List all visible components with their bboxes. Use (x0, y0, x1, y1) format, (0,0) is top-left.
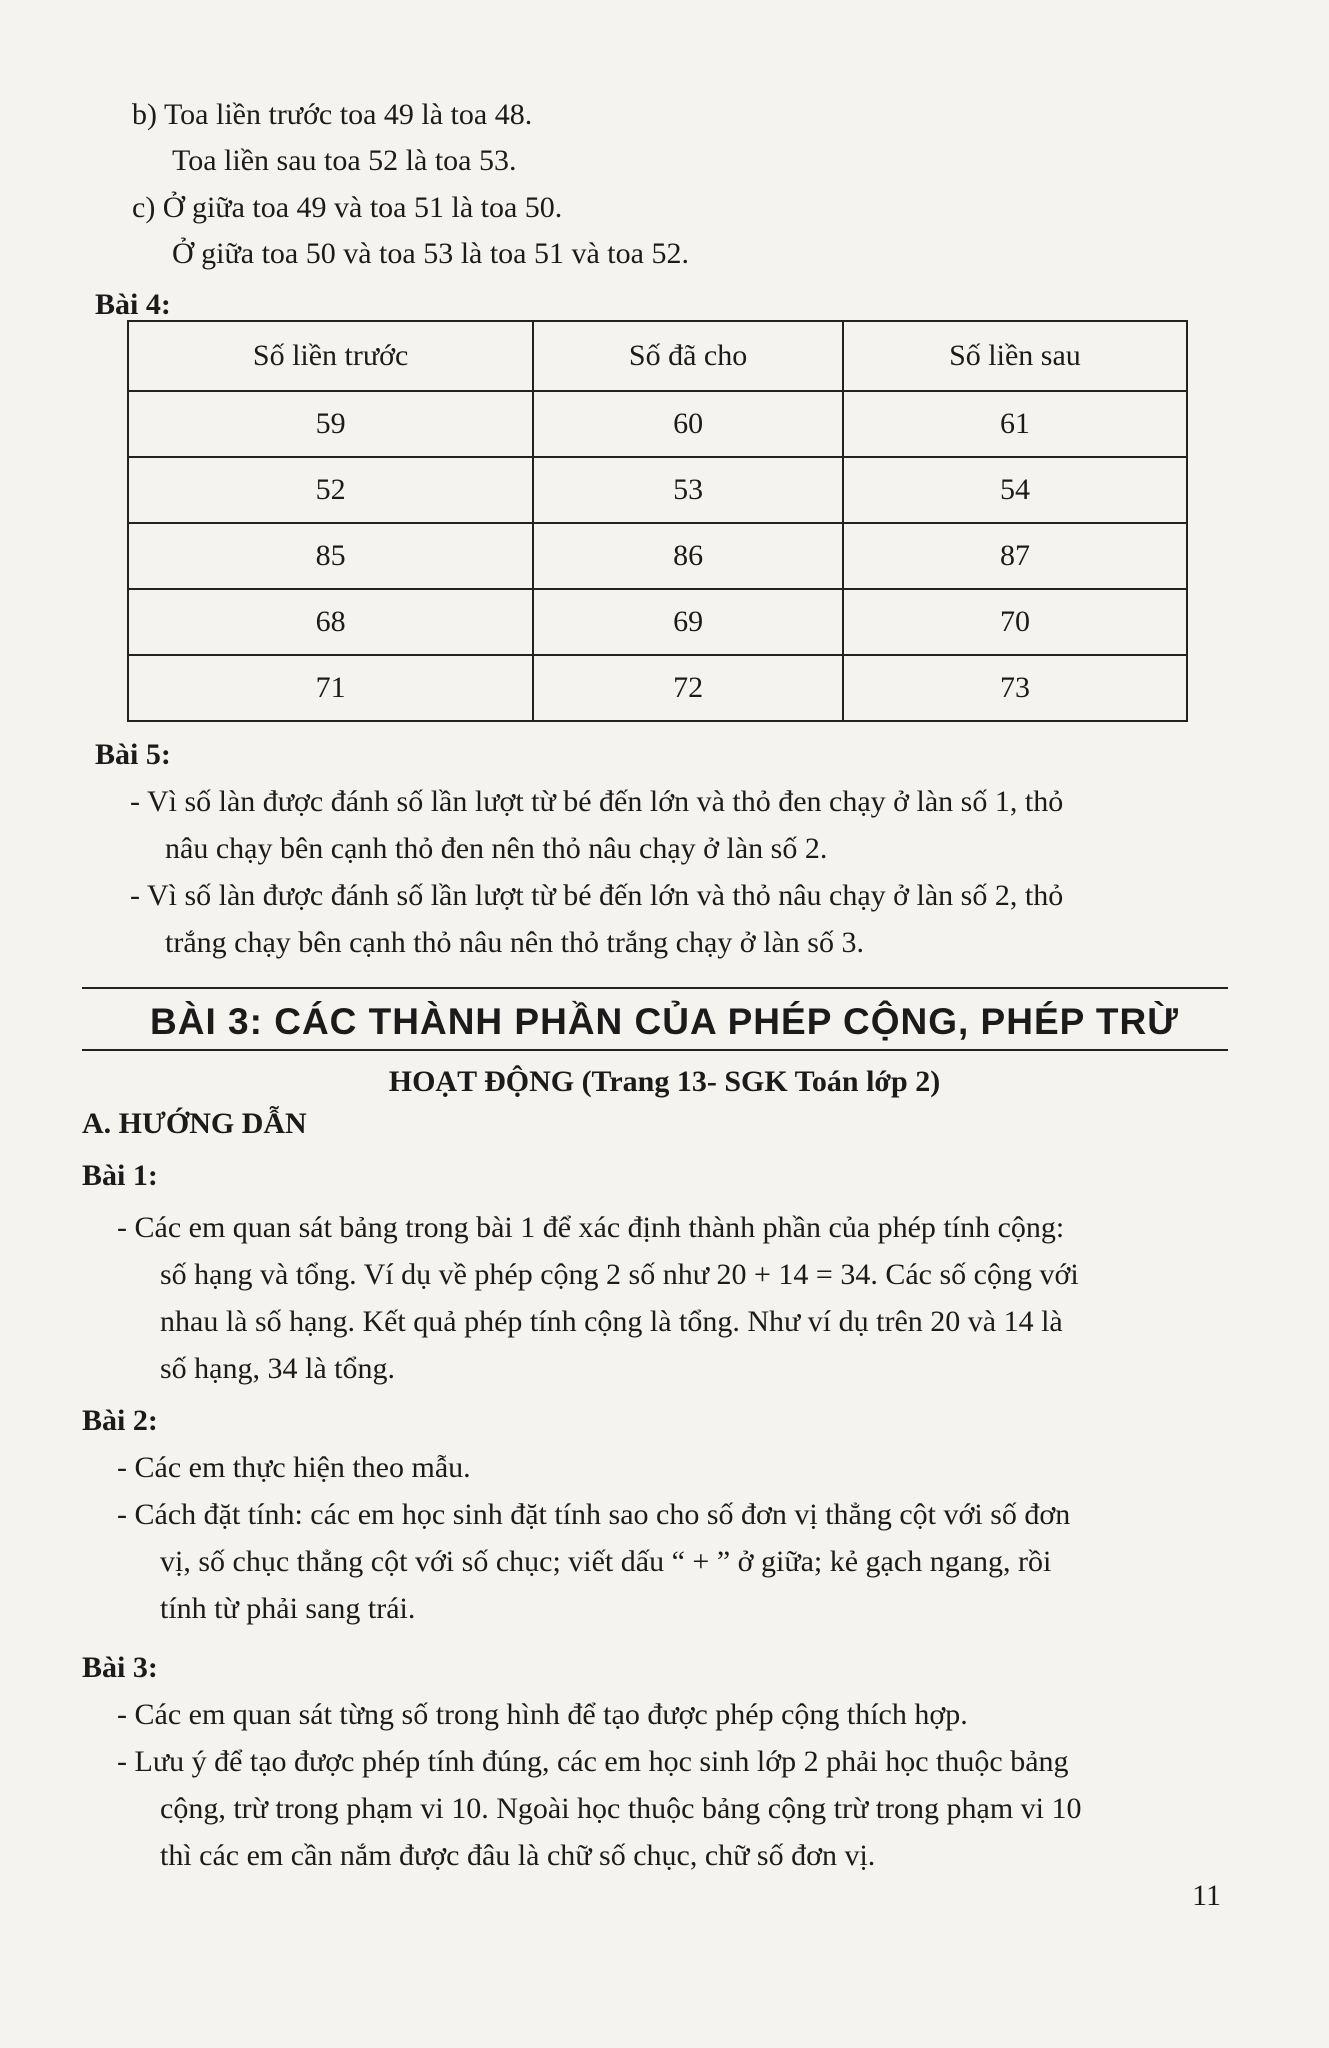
page-number: 11 (1192, 1879, 1221, 1912)
part-c-line-2: Ở giữa toa 50 và toa 53 là toa 51 và toa 52. (172, 237, 689, 270)
bai2-line-1: - Các em thực hiện theo mẫu. (117, 1451, 471, 1484)
bai1-line-3: nhau là số hạng. Kết quả phép tính cộng là tổng. Như ví dụ trên 20 và 14 là (160, 1305, 1063, 1338)
column-header: Số liền trước (128, 321, 533, 391)
bai2-line-2: - Cách đặt tính: các em học sinh đặt tính sao cho số đơn vị thẳng cột với số đơn (117, 1498, 1071, 1531)
table-cell: 86 (533, 523, 843, 589)
table-cell: 72 (533, 655, 843, 721)
bai5-item-1-line-2: nâu chạy bên cạnh thỏ đen nên thỏ nâu chạy ở làn số 2. (165, 832, 828, 865)
table-cell: 59 (128, 391, 533, 457)
bai3-line-4: thì các em cần nắm được đâu là chữ số chục, chữ số đơn vị. (160, 1839, 876, 1872)
bai3-line-1: - Các em quan sát từng số trong hình để tạo được phép cộng thích hợp. (117, 1698, 968, 1731)
table-cell: 68 (128, 589, 533, 655)
table-cell: 70 (843, 589, 1187, 655)
bai2-line-4: tính từ phải sang trái. (160, 1592, 416, 1625)
bai2-heading: Bài 2: (82, 1404, 158, 1437)
number-table (127, 320, 1188, 722)
bai1-line-4: số hạng, 34 là tổng. (160, 1352, 395, 1385)
section-title: BÀI 3: CÁC THÀNH PHẦN CỦA PHÉP CỘNG, PHÉP TRỪ (150, 1001, 1179, 1042)
part-c-line-1: c) Ở giữa toa 49 và toa 51 là toa 50. (132, 191, 563, 224)
column-header: Số liền sau (843, 321, 1187, 391)
table-row (128, 391, 1187, 457)
table-row (128, 655, 1187, 721)
table-cell: 53 (533, 457, 843, 523)
table-cell: 54 (843, 457, 1187, 523)
table-row (128, 457, 1187, 523)
table-cell: 73 (843, 655, 1187, 721)
table-cell: 52 (128, 457, 533, 523)
part-b-line-2: Toa liền sau toa 52 là toa 53. (172, 144, 517, 177)
table-cell: 60 (533, 391, 843, 457)
section-rule-bottom (82, 1049, 1228, 1051)
bai5-item-1-line-1: - Vì số làn được đánh số lần lượt từ bé đến lớn và thỏ đen chạy ở làn số 1, thỏ (130, 785, 1064, 818)
bai3-line-3: cộng, trừ trong phạm vi 10. Ngoài học thuộc bảng cộng trừ trong phạm vi 10 (160, 1792, 1082, 1825)
table-cell: 87 (843, 523, 1187, 589)
column-header: Số đã cho (533, 321, 843, 391)
table-header-row (128, 321, 1187, 391)
bai5-item-2-line-1: - Vì số làn được đánh số lần lượt từ bé đến lớn và thỏ nâu chạy ở làn số 2, thỏ (130, 879, 1064, 912)
table-row (128, 589, 1187, 655)
guide-heading: A. HƯỚNG DẪN (82, 1107, 307, 1140)
bai1-line-1: - Các em quan sát bảng trong bài 1 để xác định thành phần của phép tính cộng: (117, 1211, 1065, 1244)
part-b-line-1: b) Toa liền trước toa 49 là toa 48. (132, 98, 533, 131)
section-rule-top (82, 987, 1228, 989)
bai4-heading: Bài 4: (95, 288, 171, 321)
bai5-heading: Bài 5: (95, 738, 171, 771)
table-cell: 61 (843, 391, 1187, 457)
table-cell: 71 (128, 655, 533, 721)
bai1-line-2: số hạng và tổng. Ví dụ về phép cộng 2 số như 20 + 14 = 34. Các số cộng với (160, 1258, 1079, 1291)
table-cell: 85 (128, 523, 533, 589)
activity-subtitle: HOẠT ĐỘNG (Trang 13- SGK Toán lớp 2) (388, 1065, 941, 1098)
table-cell: 69 (533, 589, 843, 655)
bai1-heading: Bài 1: (82, 1159, 158, 1192)
bai3-heading: Bài 3: (82, 1651, 158, 1684)
bai2-line-3: vị, số chục thẳng cột với số chục; viết dấu “ + ” ở giữa; kẻ gạch ngang, rồi (160, 1545, 1052, 1578)
table-row (128, 523, 1187, 589)
bai5-item-2-line-2: trắng chạy bên cạnh thỏ nâu nên thỏ trắng chạy ở làn số 3. (165, 926, 864, 959)
bai3-line-2: - Lưu ý để tạo được phép tính đúng, các em học sinh lớp 2 phải học thuộc bảng (117, 1745, 1069, 1778)
